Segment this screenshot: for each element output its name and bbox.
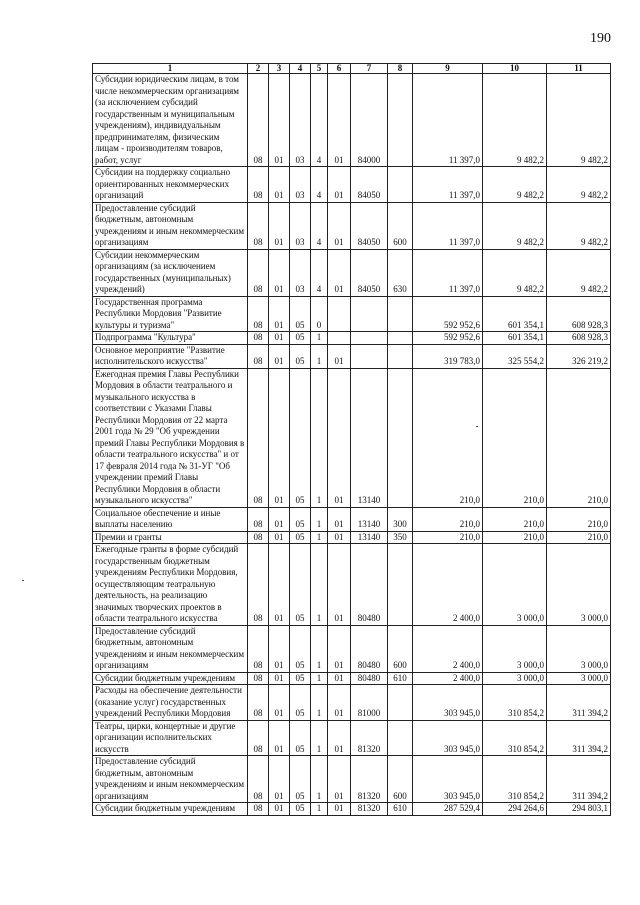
amount-cell: 294 264,6	[483, 803, 547, 816]
code-cell: 08	[248, 202, 269, 249]
code-cell: 13140	[351, 368, 388, 507]
amount-cell: 210,0	[413, 531, 483, 544]
budget-table	[92, 63, 611, 816]
code-cell: 08	[248, 296, 269, 332]
col-header: 9	[413, 64, 483, 74]
code-cell: 01	[269, 756, 290, 803]
code-cell: 80480	[351, 672, 388, 685]
row-label: Основное мероприятие "Развитие исполнительского искусства"	[93, 344, 248, 368]
code-cell: 01	[269, 167, 290, 203]
code-cell: 05	[290, 531, 311, 544]
row-label: Государственная программа Республики Мордовия "Развитие культуры и туризма"	[93, 296, 248, 332]
code-cell: 01	[269, 507, 290, 531]
col-header: 7	[351, 64, 388, 74]
row-label: Субсидии бюджетным учреждениям	[93, 672, 248, 685]
code-cell: 01	[269, 74, 290, 167]
amount-cell: 11 397,0	[413, 167, 483, 203]
row-label: Ежегодная премия Главы Республики Мордовия в области театрального и музыкального искусства в соответствии с Указами Главы Республики Мордовия от 22 марта 2001 года № 29 "Об учреждении премий Главы Республики Мордовия в области театрального искусства" и от 17 февраля 2014 года № 31-УГ "Об учреждении премий Главы Республики Мордовия в области музыкального искусства"	[93, 368, 248, 507]
code-cell: 84050	[351, 249, 388, 296]
code-cell: 13140	[351, 531, 388, 544]
code-cell: 01	[328, 672, 351, 685]
col-header: 8	[388, 64, 413, 74]
code-cell: 01	[269, 720, 290, 756]
code-cell: 03	[290, 202, 311, 249]
code-cell: 4	[311, 249, 328, 296]
code-cell: 08	[248, 368, 269, 507]
code-cell: 01	[328, 756, 351, 803]
amount-cell: 325 554,2	[483, 344, 547, 368]
code-cell: 08	[248, 332, 269, 345]
code-cell: 01	[328, 544, 351, 626]
code-cell: 01	[269, 296, 290, 332]
amount-cell: 9 482,2	[547, 202, 611, 249]
code-cell: 01	[269, 531, 290, 544]
code-cell: 13140	[351, 507, 388, 531]
code-cell: 08	[248, 531, 269, 544]
amount-cell: 3 000,0	[547, 625, 611, 672]
table-row	[93, 368, 611, 507]
code-cell: 600	[388, 202, 413, 249]
amount-cell: 9 482,2	[547, 249, 611, 296]
code-cell: 08	[248, 249, 269, 296]
table-row	[93, 720, 611, 756]
col-header: 6	[328, 64, 351, 74]
code-cell: 05	[290, 368, 311, 507]
code-cell	[351, 296, 388, 332]
code-cell: 81320	[351, 756, 388, 803]
code-cell: 01	[269, 202, 290, 249]
code-cell	[388, 296, 413, 332]
amount-cell: 9 482,2	[547, 167, 611, 203]
scan-speck	[476, 426, 478, 427]
amount-cell: 11 397,0	[413, 202, 483, 249]
amount-cell: 9 482,2	[483, 202, 547, 249]
amount-cell: 303 945,0	[413, 756, 483, 803]
code-cell: 05	[290, 332, 311, 345]
code-cell: 05	[290, 720, 311, 756]
code-cell: 01	[328, 625, 351, 672]
amount-cell: 3 000,0	[547, 544, 611, 626]
code-cell	[388, 167, 413, 203]
code-cell: 1	[311, 756, 328, 803]
row-label: Ежегодные гранты в форме субсидий государственным бюджетным учреждениям Республики Мордовия, осуществляющим театральную деятельность, на реализацию значимых творческих проектов в области театрального искусства	[93, 544, 248, 626]
amount-cell: 210,0	[547, 368, 611, 507]
code-cell: 01	[269, 625, 290, 672]
amount-cell: 210,0	[413, 507, 483, 531]
table-row	[93, 167, 611, 203]
col-header: 11	[547, 64, 611, 74]
code-cell: 01	[269, 544, 290, 626]
code-cell: 08	[248, 344, 269, 368]
amount-cell: 294 803,1	[547, 803, 611, 816]
amount-cell: 2 400,0	[413, 544, 483, 626]
code-cell: 01	[269, 685, 290, 721]
row-label: Предоставление субсидий бюджетным, автономным учреждениям и иным некоммерческим организациям	[93, 756, 248, 803]
amount-cell: 3 000,0	[483, 544, 547, 626]
code-cell: 01	[328, 803, 351, 816]
code-cell: 08	[248, 720, 269, 756]
code-cell: 05	[290, 672, 311, 685]
code-cell: 84050	[351, 167, 388, 203]
code-cell: 01	[328, 685, 351, 721]
code-cell: 1	[311, 531, 328, 544]
code-cell: 4	[311, 202, 328, 249]
amount-cell: 311 394,2	[547, 720, 611, 756]
code-cell: 08	[248, 672, 269, 685]
table-row	[93, 74, 611, 167]
col-header: 1	[93, 64, 248, 74]
amount-cell: 311 394,2	[547, 685, 611, 721]
code-cell: 01	[269, 249, 290, 296]
amount-cell: 601 354,1	[483, 296, 547, 332]
code-cell: 84050	[351, 202, 388, 249]
amount-cell: 210,0	[483, 368, 547, 507]
code-cell: 1	[311, 344, 328, 368]
amount-cell: 319 783,0	[413, 344, 483, 368]
code-cell: 84000	[351, 74, 388, 167]
col-header: 2	[248, 64, 269, 74]
code-cell: 01	[269, 344, 290, 368]
row-label: Субсидии бюджетным учреждениям	[93, 803, 248, 816]
amount-cell: 11 397,0	[413, 74, 483, 167]
table-row	[93, 531, 611, 544]
code-cell	[388, 332, 413, 345]
row-label: Субсидии на поддержку социально ориентированных некоммерческих организаций	[93, 167, 248, 203]
amount-cell: 3 000,0	[483, 625, 547, 672]
amount-cell: 11 397,0	[413, 249, 483, 296]
amount-cell: 9 482,2	[483, 249, 547, 296]
code-cell: 05	[290, 507, 311, 531]
code-cell: 600	[388, 625, 413, 672]
code-cell: 600	[388, 756, 413, 803]
amount-cell: 592 952,6	[413, 296, 483, 332]
code-cell	[388, 544, 413, 626]
code-cell: 05	[290, 803, 311, 816]
row-label: Субсидии юридическим лицам, в том числе некоммерческим организациям (за исключением субсидий государственным и муниципальным учреждениям), индивидуальным предпринимателям, физическим лицам - производителям товаров, работ, услуг	[93, 74, 248, 167]
row-label: Предоставление субсидий бюджетным, автономным учреждениям и иным некоммерческим организациям	[93, 625, 248, 672]
table-row	[93, 625, 611, 672]
code-cell: 01	[328, 167, 351, 203]
col-header: 4	[290, 64, 311, 74]
code-cell: 01	[269, 803, 290, 816]
code-cell	[388, 720, 413, 756]
code-cell: 05	[290, 544, 311, 626]
code-cell: 610	[388, 803, 413, 816]
code-cell: 0	[311, 296, 328, 332]
table-row	[93, 544, 611, 626]
code-cell: 01	[328, 249, 351, 296]
code-cell	[388, 344, 413, 368]
table-row	[93, 672, 611, 685]
code-cell: 1	[311, 803, 328, 816]
amount-cell: 326 219,2	[547, 344, 611, 368]
code-cell: 350	[388, 531, 413, 544]
code-cell: 1	[311, 685, 328, 721]
amount-cell: 310 854,2	[483, 720, 547, 756]
code-cell: 01	[328, 344, 351, 368]
code-cell: 1	[311, 672, 328, 685]
amount-cell: 9 482,2	[483, 74, 547, 167]
code-cell: 08	[248, 74, 269, 167]
amount-cell: 2 400,0	[413, 672, 483, 685]
amount-cell: 2 400,0	[413, 625, 483, 672]
code-cell: 1	[311, 625, 328, 672]
code-cell: 01	[328, 720, 351, 756]
amount-cell: 210,0	[413, 368, 483, 507]
col-header: 5	[311, 64, 328, 74]
code-cell: 05	[290, 344, 311, 368]
code-cell: 80480	[351, 544, 388, 626]
code-cell: 05	[290, 625, 311, 672]
code-cell: 81320	[351, 803, 388, 816]
code-cell: 300	[388, 507, 413, 531]
code-cell: 03	[290, 167, 311, 203]
amount-cell: 311 394,2	[547, 756, 611, 803]
row-label: Предоставление субсидий бюджетным, автономным учреждениям и иным некоммерческим организациям	[93, 202, 248, 249]
code-cell: 05	[290, 756, 311, 803]
code-cell: 01	[328, 531, 351, 544]
code-cell: 08	[248, 803, 269, 816]
code-cell: 08	[248, 167, 269, 203]
amount-cell: 210,0	[483, 507, 547, 531]
code-cell	[328, 332, 351, 345]
row-label: Расходы на обеспечение деятельности (оказание услуг) государственных учреждений Республики Мордовия	[93, 685, 248, 721]
code-cell: 01	[328, 74, 351, 167]
amount-cell: 592 952,6	[413, 332, 483, 345]
amount-cell: 210,0	[547, 531, 611, 544]
col-header: 3	[269, 64, 290, 74]
amount-cell: 608 928,3	[547, 332, 611, 345]
table-row	[93, 344, 611, 368]
code-cell: 1	[311, 332, 328, 345]
amount-cell: 210,0	[547, 507, 611, 531]
table-row	[93, 803, 611, 816]
code-cell: 01	[328, 368, 351, 507]
code-cell: 03	[290, 249, 311, 296]
row-label: Субсидии некоммерческим организациям (за исключением государственных (муниципальных) учреждений)	[93, 249, 248, 296]
code-cell: 01	[269, 368, 290, 507]
col-header: 10	[483, 64, 547, 74]
row-label: Театры, цирки, концертные и другие организации исполнительских искусств	[93, 720, 248, 756]
code-cell: 610	[388, 672, 413, 685]
amount-cell: 303 945,0	[413, 720, 483, 756]
code-cell: 81320	[351, 720, 388, 756]
code-cell	[388, 74, 413, 167]
code-cell: 01	[269, 332, 290, 345]
amount-cell: 310 854,2	[483, 685, 547, 721]
page-number: 190	[590, 31, 611, 46]
amount-cell: 310 854,2	[483, 756, 547, 803]
table-row	[93, 249, 611, 296]
amount-cell: 9 482,2	[483, 167, 547, 203]
row-label: Подпрограмма "Культура"	[93, 332, 248, 345]
code-cell	[328, 296, 351, 332]
amount-cell: 287 529,4	[413, 803, 483, 816]
code-cell: 01	[269, 672, 290, 685]
code-cell: 630	[388, 249, 413, 296]
amount-cell: 608 928,3	[547, 296, 611, 332]
code-cell: 08	[248, 685, 269, 721]
amount-cell: 601 354,1	[483, 332, 547, 345]
code-cell: 4	[311, 167, 328, 203]
code-cell: 03	[290, 74, 311, 167]
amount-cell: 303 945,0	[413, 685, 483, 721]
code-cell: 1	[311, 544, 328, 626]
amount-cell: 3 000,0	[483, 672, 547, 685]
code-cell: 08	[248, 625, 269, 672]
code-cell: 01	[328, 202, 351, 249]
code-cell: 1	[311, 368, 328, 507]
code-cell: 05	[290, 296, 311, 332]
code-cell: 81000	[351, 685, 388, 721]
table-row	[93, 507, 611, 531]
row-label: Премии и гранты	[93, 531, 248, 544]
code-cell	[351, 344, 388, 368]
table-row	[93, 202, 611, 249]
row-label: Социальное обеспечение и иные выплаты населению	[93, 507, 248, 531]
code-cell: 01	[328, 507, 351, 531]
table-row	[93, 332, 611, 345]
amount-cell: 9 482,2	[547, 74, 611, 167]
code-cell: 08	[248, 507, 269, 531]
code-cell: 80480	[351, 625, 388, 672]
code-cell: 1	[311, 720, 328, 756]
table-row	[93, 296, 611, 332]
code-cell: 4	[311, 74, 328, 167]
code-cell: 08	[248, 544, 269, 626]
table-row	[93, 756, 611, 803]
table-body	[93, 74, 611, 816]
table-header-row	[93, 64, 611, 74]
code-cell	[388, 368, 413, 507]
code-cell: 08	[248, 756, 269, 803]
scan-speck	[22, 580, 24, 581]
amount-cell: 3 000,0	[547, 672, 611, 685]
table-row	[93, 685, 611, 721]
code-cell	[388, 685, 413, 721]
code-cell	[351, 332, 388, 345]
amount-cell: 210,0	[483, 531, 547, 544]
code-cell: 1	[311, 507, 328, 531]
code-cell: 05	[290, 685, 311, 721]
